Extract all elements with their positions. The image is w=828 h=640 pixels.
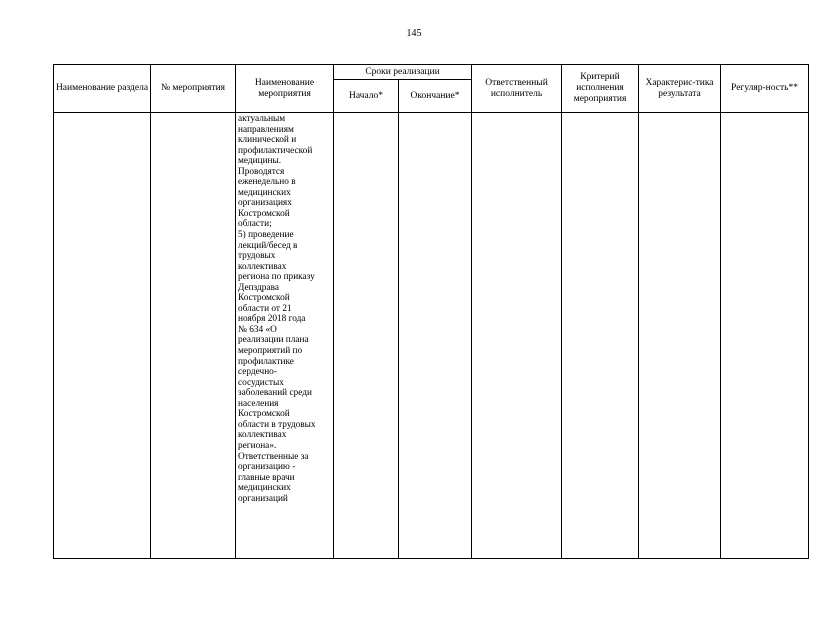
cell-section-name — [54, 113, 151, 559]
activity-plan-table — [53, 64, 809, 559]
activity-description-line: Депздрава — [238, 282, 279, 293]
header-start: Начало* — [334, 80, 399, 113]
activity-description-line: трудовых — [238, 251, 276, 262]
activity-description-line: Костромской — [238, 208, 290, 219]
activity-description-line: сосудистых — [238, 377, 284, 388]
header-activity-name: Наименование мероприятия — [236, 65, 334, 113]
activity-description-line: области; — [238, 219, 272, 230]
cell-start — [334, 113, 399, 559]
activity-description-line: коллективах — [238, 261, 287, 272]
activity-description-line: организациях — [238, 198, 292, 209]
activity-description-line: актуальным — [238, 114, 286, 124]
activity-description-line: населения — [238, 398, 279, 409]
activity-description-line: медицины. — [238, 156, 282, 167]
activity-description-line: Костромской — [238, 409, 290, 420]
header-regularity: Регуляр-ность** — [721, 65, 809, 113]
cell-regularity — [721, 113, 809, 559]
activity-description-line: региона». — [238, 440, 277, 451]
activity-description-line: главные врачи — [238, 472, 295, 483]
header-implementation-terms: Сроки реализации — [334, 65, 472, 80]
table-row — [54, 113, 809, 559]
activity-description-line: медицинских — [238, 483, 291, 494]
activity-description-line: ноября 2018 года — [238, 314, 306, 325]
activity-description-line: Костромской — [238, 293, 290, 304]
header-end: Окончание* — [399, 80, 472, 113]
cell-activity-name — [236, 113, 334, 559]
activity-description-line: коллективах — [238, 430, 287, 441]
page-number: 145 — [406, 28, 422, 39]
cell-end — [399, 113, 472, 559]
header-activity-number: № мероприятия — [151, 65, 236, 113]
activity-description-line: организацию - — [238, 462, 296, 473]
header-responsible: Ответственный исполнитель — [472, 65, 562, 113]
activity-description-line: направлениям — [238, 124, 294, 135]
activity-description-line: организаций — [238, 493, 288, 504]
activity-description-line: Проводятся — [238, 166, 285, 177]
activity-description — [236, 113, 333, 504]
activity-description-line: клинической и — [238, 135, 297, 146]
activity-description-line: 5) проведение — [238, 230, 294, 241]
header-row — [54, 65, 809, 80]
activity-description-line: области от 21 — [238, 303, 292, 314]
activity-description-line: мероприятий по — [238, 346, 303, 357]
activity-description-line: региона по приказу — [238, 272, 315, 283]
activity-description-line: Ответственные за — [238, 451, 309, 462]
activity-description-line: № 634 «О — [238, 324, 277, 335]
header-criterion: Критерий исполнения мероприятия — [562, 65, 639, 113]
header-section-name: Наименование раздела — [54, 65, 151, 113]
activity-description-line: сердечно- — [238, 367, 277, 378]
cell-activity-number — [151, 113, 236, 559]
activity-description-line: реализации плана — [238, 335, 309, 346]
activity-description-line: лекций/бесед в — [238, 240, 298, 251]
activity-description-line: медицинских — [238, 187, 291, 198]
header-result-characteristic: Характерис-тика результата — [639, 65, 721, 113]
cell-criterion — [562, 113, 639, 559]
activity-description-line: области в трудовых — [238, 419, 316, 430]
activity-description-line: профилактической — [238, 145, 313, 156]
activity-description-line: заболеваний среди — [238, 388, 312, 399]
activity-description-line: еженедельно в — [238, 177, 296, 188]
cell-result-characteristic — [639, 113, 721, 559]
cell-responsible — [472, 113, 562, 559]
activity-description-line: профилактике — [238, 356, 294, 367]
